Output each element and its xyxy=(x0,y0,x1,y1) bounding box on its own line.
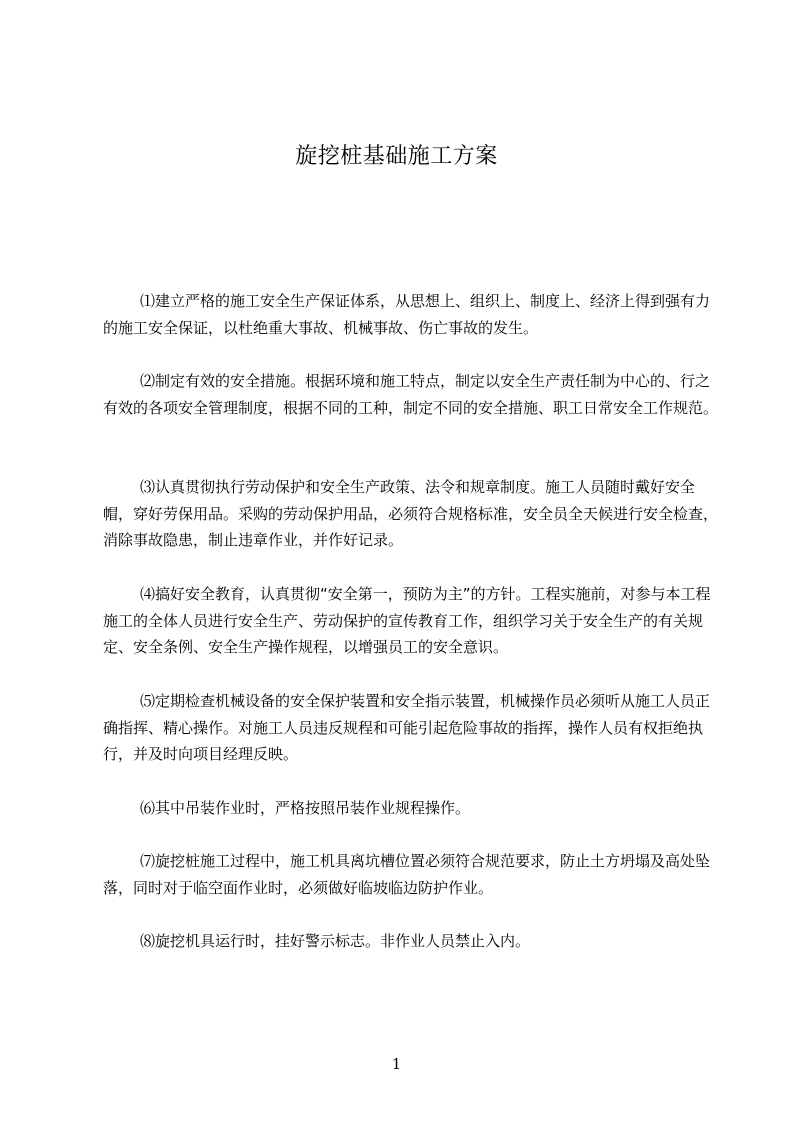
paragraph-1: ⑴建立严格的施工安全生产保证体系，从思想上、组织上、制度上、经济上得到强有力的施工安全保证，以杜绝重大事故、机械事故、伤亡事故的发生。 xyxy=(103,292,711,337)
paragraph-7: ⑺旋挖桩施工过程中，施工机具离坑槽位置必须符合规范要求，防止土方坍塌及高处坠落，同时对于临空面作业时，必须做好临坡临边防护作业。 xyxy=(103,852,711,897)
page-number: 1 xyxy=(391,1055,402,1073)
paragraph-5: ⑸定期检查机械设备的安全保护装置和安全指示装置，机械操作员必须听从施工人员正确指挥、精心操作。对施工人员违反规程和可能引起危险事故的指挥，操作人员有权拒绝执行，并及时向项目经理反映。 xyxy=(103,692,711,763)
paragraph-6: ⑹其中吊装作业时，严格按照吊装作业规程操作。 xyxy=(140,799,471,817)
document-title: 旋挖桩基础施工方案 xyxy=(295,144,498,169)
paragraph-4: ⑷搞好安全教育，认真贯彻“安全第一，预防为主”的方针。工程实施前，对参与本工程施工的全体人员进行安全生产、劳动保护的宣传教育工作，组织学习关于安全生产的有关规定、安全条例、安全生产操作规程，以增强员工的安全意识。 xyxy=(103,585,711,656)
paragraph-8: ⑻旋挖机具运行时，挂好警示标志。非作业人员禁止入内。 xyxy=(140,932,531,950)
paragraph-2: ⑵制定有效的安全措施。根据环境和施工特点，制定以安全生产责任制为中心的、行之有效的各项安全管理制度，根据不同的工种，制定不同的安全措施、职工日常安全工作规范。 xyxy=(103,372,719,417)
paragraph-3: ⑶认真贯彻执行劳动保护和安全生产政策、法令和规章制度。施工人员随时戴好安全帽，穿好劳保用品。采购的劳动保护用品，必须符合规格标准，安全员全天候进行安全检查，消除事故隐患，制止违章作业，并作好记录。 xyxy=(103,478,719,549)
